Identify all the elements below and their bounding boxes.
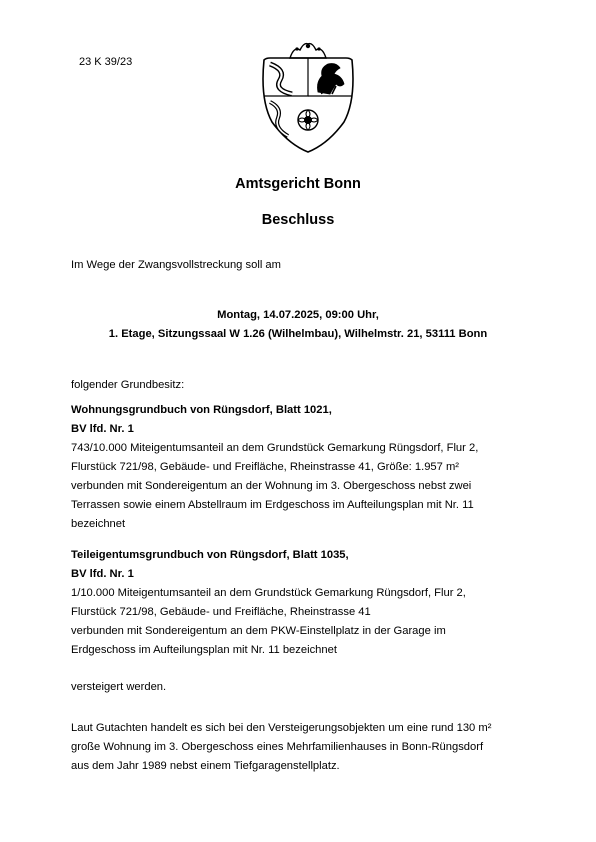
summary-line: große Wohnung im 3. Obergeschoss eines Mehrfamilienhauses in Bonn-Rüngsdorf xyxy=(71,741,484,753)
intro-text: Im Wege der Zwangsvollstreckung soll am xyxy=(71,259,281,271)
property-line: verbunden mit Sondereigentum an der Wohnung im 3. Obergeschoss nebst zwei xyxy=(71,480,472,492)
property-line: 1/10.000 Miteigentumsanteil an dem Grundstück Gemarkung Rüngsdorf, Flur 2, xyxy=(71,587,466,599)
summary-line: Laut Gutachten handelt es sich bei den Versteigerungsobjekten um eine rund 130 m² xyxy=(71,722,492,734)
property-bv: BV lfd. Nr. 1 xyxy=(71,423,134,435)
coat-of-arms-icon xyxy=(256,40,360,154)
property-line: Flurstück 721/98, Gebäude- und Freifläche, Rheinstrasse 41, Größe: 1.957 m² xyxy=(71,461,460,473)
case-reference: 23 K 39/23 xyxy=(79,56,133,68)
property-block-1 xyxy=(71,401,541,534)
property-title: Teileigentumsgrundbuch von Rüngsdorf, Blatt 1035, xyxy=(71,549,349,561)
property-bv: BV lfd. Nr. 1 xyxy=(71,568,134,580)
property-intro: folgender Grundbesitz: xyxy=(71,379,185,391)
property-block-2 xyxy=(71,546,541,660)
appointment-datetime: Montag, 14.07.2025, 09:00 Uhr, xyxy=(217,309,379,321)
court-name: Amtsgericht Bonn xyxy=(235,176,361,192)
property-line: verbunden mit Sondereigentum an dem PKW-Einstellplatz in der Garage im xyxy=(71,625,446,637)
property-line: 743/10.000 Miteigentumsanteil an dem Grundstück Gemarkung Rüngsdorf, Flur 2, xyxy=(71,442,479,454)
property-line: Flurstück 721/98, Gebäude- und Freifläche, Rheinstrasse 41 xyxy=(71,606,371,618)
property-line: bezeichnet xyxy=(71,518,126,530)
property-title: Wohnungsgrundbuch von Rüngsdorf, Blatt 1021, xyxy=(71,404,332,416)
appointment-location: 1. Etage, Sitzungssaal W 1.26 (Wilhelmbau), Wilhelmstr. 21, 53111 Bonn xyxy=(108,328,488,340)
decision-title: Beschluss xyxy=(261,212,335,228)
property-line: Terrassen sowie einem Abstellraum im Erdgeschoss im Aufteilungsplan mit Nr. 11 xyxy=(71,499,474,511)
summary-block xyxy=(71,719,541,776)
summary-line: aus dem Jahr 1989 nebst einem Tiefgaragenstellplatz. xyxy=(71,760,340,772)
property-line: Erdgeschoss im Aufteilungsplan mit Nr. 11 bezeichnet xyxy=(71,644,337,656)
outcome-text: versteigert werden. xyxy=(71,681,167,693)
